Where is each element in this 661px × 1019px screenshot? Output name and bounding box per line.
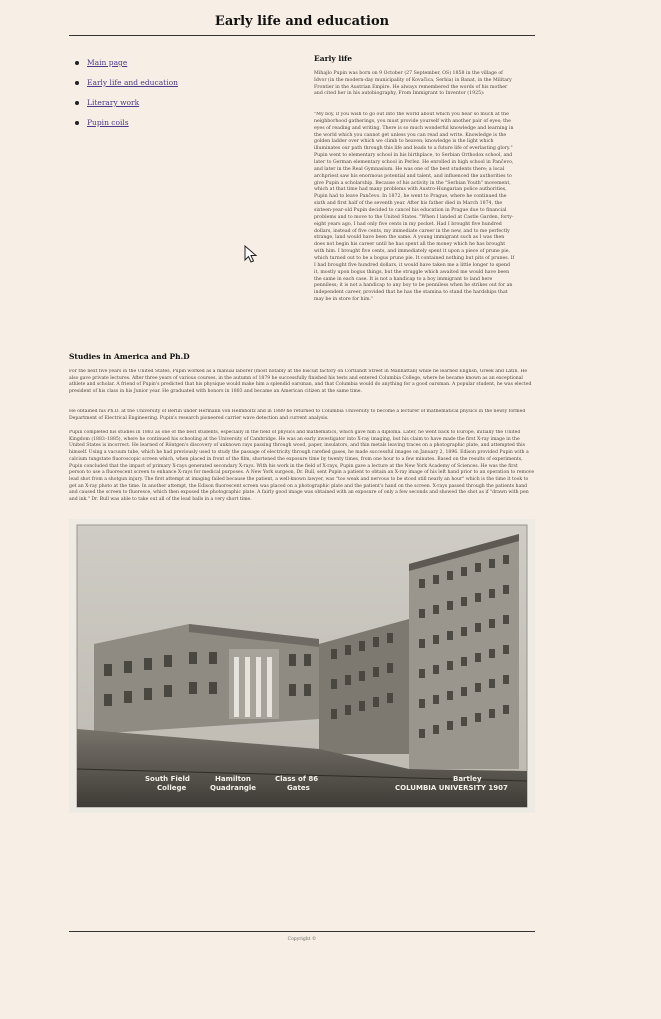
caption-south-field: South Field	[145, 775, 190, 783]
title-divider	[69, 35, 535, 36]
nav-item-main-page	[75, 58, 178, 78]
copyright-text: Copyright ©	[287, 937, 317, 942]
nav-link-early-life[interactable]: Early life and education	[87, 78, 178, 87]
studies-heading: Studies in America and Ph.D	[69, 352, 190, 361]
columbia-university-photo	[69, 519, 535, 813]
nav-item-literary-work	[75, 98, 178, 118]
caption-gates: Gates	[287, 784, 310, 792]
nav-link-literary-work[interactable]: Literary work	[87, 98, 140, 107]
early-life-heading: Early life	[314, 54, 353, 63]
nav-link-pupin-coils[interactable]: Pupin coils	[87, 118, 129, 127]
nav-link-main-page[interactable]: Main page	[87, 58, 128, 67]
mouse-pointer-icon	[244, 245, 258, 265]
caption-college: College	[157, 784, 187, 792]
caption-bartley: Bartley	[453, 775, 482, 783]
caption-quadrangle: Quadrangle	[210, 784, 256, 792]
studies-paragraph-2: He obtained his Ph.D. at the University of Berlin under Hermann von Helmholtz and in 1889 he returned to Columbia University to become a lecturer of mathematical physics in the newly formed Department of Electrical Engineering. Pupin's research pioneered carrier wave detection and current analysis.	[69, 409, 526, 421]
caption-columbia-university-1907: COLUMBIA UNIVERSITY 1907	[395, 784, 508, 792]
nav-item-pupin-coils	[75, 118, 178, 138]
page-title: Early life and education	[214, 14, 390, 29]
studies-paragraph-1: For the next five years in the United States, Pupin worked as a manual laborer (most notably at the biscuit factory on Cortlandt Street in Manhattan) while he learned English, Greek and Latin. He also gave private lectures. After three years of various courses, in the autumn of 1879 he successfully finished his tests and entered Columbia College, where he became known as an exceptional athlete and scholar. A friend of Pupin's predicted that his physique would make him a splendid oarsman, and that Columbia would do anything for a good oarsman. A popular student, he was elected president of his class in his Junior year. He graduated with honors in 1883 and became an American citizen at the same time.	[69, 369, 532, 395]
photo-illustration	[69, 519, 535, 813]
caption-class-of-86: Class of 86	[275, 775, 319, 783]
early-life-quote: "My boy, if you wish to go out into the world about which you hear so much at the neighborhood gatherings, you must provide yourself with another pair of eyes; the eyes of reading and writing. There is so much wonderful knowledge and learning in the world which you cannot get unless you can read and write. Knowledge is the golden ladder over which we climb to heaven; knowledge is the light which illuminates our path through this life and leads to a future life of everlasting glory." Pupin went to elementary school in his birthplace, to Serbian Orthodox school, and later to German elementary school in Perlez. He enrolled in high school in Pančevo, and later in the Real Gymnasium. He was one of the best students there; a local archpriest saw his enormous potential and talent, and influenced the authorities to give Pupin a scholarship. Because of his activity in the "Serbian Youth" movement, which at that time had many problems with Austro-Hungarian police authorities, Pupin had to leave Pančevo. In 1872, he went to Prague, where he continued the sixth and first half of the seventh year. After his father died in March 1874, the sixteen-year-old Pupin decided to cancel his education in Prague due to financial problems and to move to the United States. "When I landed at Castle Garden, forty-eight years ago, I had only five cents in my pocket. Had I brought five hundred dollars, instead of five cents, my immediate career in the new, and to me perfectly strange, land would have been the same. A young immigrant such as I was then does not begin his career until he has spent all the money which he has brought with him. I brought five cents, and immediately spent it upon a piece of prune pie, which turned out to be a bogus prune pie. It contained nothing but pits of prunes. If I had brought five hundred dollars, it would have taken me a little longer to spend it, mostly upon bogus things, but the struggle which awaited me would have been the same in each case. It is not a handicap to a boy immigrant to land here penniless; it is not a handicap to any boy to be penniless when he strikes out for an independent career, provided that he has the stamina to stand the hardships that may be in store for him."	[314, 112, 515, 303]
early-life-intro: Mihajlo Pupin was born on 9 October (27 September, OS) 1858 in the village of Idvor (in the modern-day municipality of Kovačica, Serbia) in Banat, in the Military Frontier in the Austrian Empire. He always remembered the words of his mother and cited her in his autobiography, From Immigrant to Inventor (1925):	[314, 71, 512, 97]
caption-hamilton: Hamilton	[215, 775, 251, 783]
nav-list	[75, 58, 178, 138]
studies-paragraph-3: Pupin completed his studies in 1883 as one of the best students, especially in the field of physics and mathematics, which gave him a diploma. Later, he went back to Europe, initially the United Kingdom (1883–1885), where he continued his schooling at the University of Cambridge. He was an early investigator into X-ray imaging, but his claim to have made the first X-ray image in the United States is incorrect. He learned of Röntgen's discovery of unknown rays passing through wood, paper, insulators, and thin metals leaving traces on a photographic plate, and attempted this himself. Using a vacuum tube, which he had previously used to study the passage of electricity through rarefied gases, he made successful images on January 2, 1896. Edison provided Pupin with a calcium tungstate fluoroscopic screen which, when placed in front of the film, shortened the exposure time by twenty times, from one hour to a few minutes. Based on the results of experiments, Pupin concluded that the impact of primary X-rays generated secondary X-rays. With his work in the field of X-rays, Pupin gave a lecture at the New York Academy of Sciences. He was the first person to use a fluorescent screen to enhance X-rays for medical purposes. A New York surgeon, Dr. Bull, sent Pupin a patient to obtain an X-ray image of his left hand prior to an operation to remove lead shot from a shotgun injury. The first attempt at imaging failed because the patient, a well-known lawyer, was "too weak and nervous to be stood still nearly an hour" which is the time it took to get an X-ray photo at the time. In another attempt, the Edison fluorescent screen was placed on a photographic plate and the patient's hand on the screen. X-rays passed through the patients hand and caused the screen to fluoresce, which then exposed the photographic plate. A fairly good image was obtained with an exposure of only a few seconds and showed the shot as if "drawn with pen and ink." Dr. Bull was able to take out all of the lead balls in a very short time.	[69, 430, 535, 503]
footer-divider	[69, 931, 535, 932]
nav-item-early-life	[75, 78, 178, 98]
